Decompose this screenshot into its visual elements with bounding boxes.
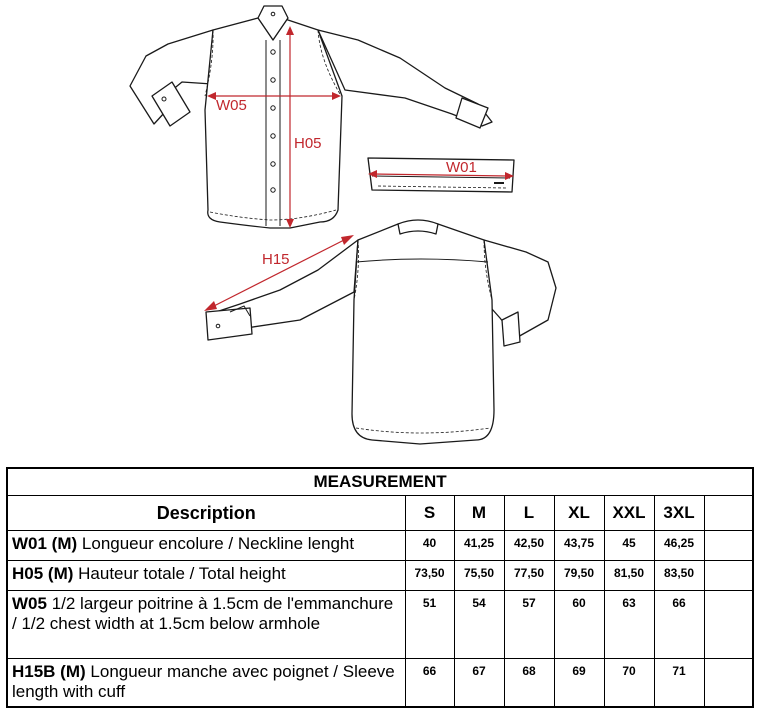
value-cell: 45: [604, 531, 654, 561]
row-code: W05: [12, 594, 47, 613]
row-label: Longueur encolure / Neckline lenght: [81, 534, 355, 553]
table-header-row: [7, 496, 753, 531]
value-cell: 77,50: [504, 561, 554, 591]
value-cell: 54: [454, 591, 504, 659]
row-code: H05 (M): [12, 564, 74, 583]
row-label: Hauteur totale / Total height: [78, 564, 286, 583]
value-cell: 69: [554, 659, 604, 707]
measurement-table: [6, 467, 754, 708]
value-cell: 42,50: [504, 531, 554, 561]
value-cell: 66: [654, 591, 704, 659]
value-cell: 68: [504, 659, 554, 707]
size-header-empty: [704, 496, 753, 531]
value-cell: 71: [654, 659, 704, 707]
h05-label: H05: [294, 135, 322, 152]
value-cell: 57: [504, 591, 554, 659]
row-label: 1/2 largeur poitrine à 1.5cm de l'emmanchure / 1/2 chest width at 1.5cm below armhole: [12, 594, 394, 633]
value-cell: 63: [604, 591, 654, 659]
empty-cell: [704, 531, 753, 561]
row-label: Longueur manche avec poignet / Sleeve length with cuff: [12, 662, 395, 701]
w05-label: W05: [216, 97, 247, 114]
collar-detail-view: [368, 158, 514, 192]
row-description: [7, 659, 405, 707]
shirt-front-view: [130, 6, 492, 228]
table-row-h15b: [7, 659, 753, 707]
value-cell: 51: [405, 591, 454, 659]
back-right-sleeve: [484, 240, 556, 338]
h15-arrow-right: [341, 235, 354, 245]
row-code: W01 (M): [12, 534, 78, 553]
h15-arrow-left: [204, 301, 217, 311]
value-cell: 81,50: [604, 561, 654, 591]
h15-label: H15: [262, 251, 290, 268]
value-cell: 79,50: [554, 561, 604, 591]
empty-cell: [704, 591, 753, 659]
size-header-m: M: [454, 496, 504, 531]
back-body: [352, 224, 494, 444]
value-cell: 43,75: [554, 531, 604, 561]
value-cell: 60: [554, 591, 604, 659]
row-description: [7, 561, 405, 591]
value-cell: 70: [604, 659, 654, 707]
value-cell: 66: [405, 659, 454, 707]
table-row-w01: [7, 531, 753, 561]
description-header: Description: [7, 496, 405, 531]
value-cell: 67: [454, 659, 504, 707]
back-left-cuff: [206, 308, 252, 340]
empty-cell: [704, 561, 753, 591]
size-header-xxl: XXL: [604, 496, 654, 531]
value-cell: 75,50: [454, 561, 504, 591]
empty-cell: [704, 659, 753, 707]
table-row-h05: [7, 561, 753, 591]
table-row-w05: [7, 591, 753, 659]
shirt-back-view: [204, 220, 556, 444]
size-header-s: S: [405, 496, 454, 531]
row-description: [7, 591, 405, 659]
value-cell: 83,50: [654, 561, 704, 591]
size-header-l: L: [504, 496, 554, 531]
size-header-xl: XL: [554, 496, 604, 531]
row-code: H15B (M): [12, 662, 86, 681]
row-description: [7, 531, 405, 561]
w01-label: W01: [446, 159, 477, 176]
value-cell: 46,25: [654, 531, 704, 561]
value-cell: 40: [405, 531, 454, 561]
table-title: MEASUREMENT: [7, 468, 753, 496]
value-cell: 41,25: [454, 531, 504, 561]
value-cell: 73,50: [405, 561, 454, 591]
size-header-3xl: 3XL: [654, 496, 704, 531]
